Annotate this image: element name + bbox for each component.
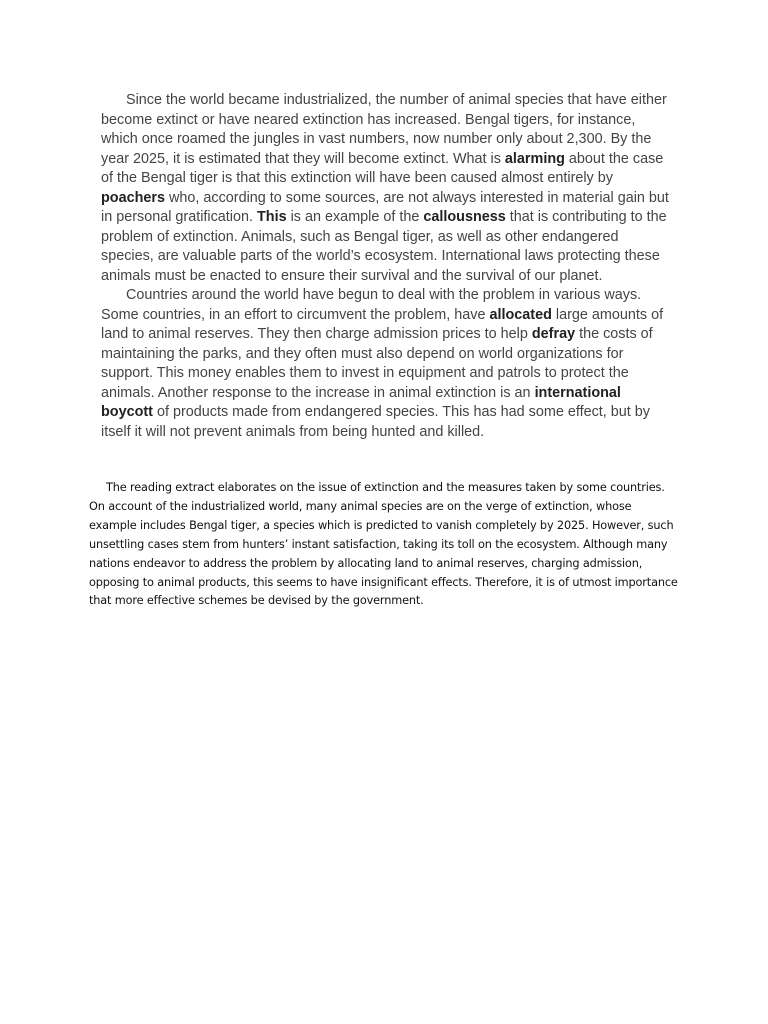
bold-term-alarming: alarming bbox=[504, 150, 565, 167]
extract-p2-text-4: of products made from endangered species. This has had some effect, but by itself it will not prevent animals from being hunted and killed. bbox=[101, 404, 651, 440]
bold-term-callousness: callousness bbox=[423, 209, 506, 225]
extract-p2-text-1: Countries around the world have begun to deal with the problem in various ways. Some countries, in an effort to circumvent the problem, have bbox=[101, 287, 642, 323]
extract-p2-text-2: large amounts of land to animal reserves. They then charge admission prices to help bbox=[101, 306, 664, 342]
extract-p1-text-3: who, according to some sources, are not always interested in material gain but in personal gratification. bbox=[101, 189, 669, 225]
extract-p1-text-4: is an example of the bbox=[286, 209, 424, 225]
extract-p1-text-5: that is contributing to the problem of extinction. Animals, such as Bengal tiger, as well as other endangered species, are valuable parts of the world’s ecosystem. International laws protecting these animals must be enacted to ensure their survival and the survival of our planet. bbox=[101, 209, 667, 284]
summary-section bbox=[89, 479, 679, 611]
bold-term-this: This bbox=[257, 209, 287, 225]
extract-p2-text-3: the costs of maintaining the parks, and they often must also depend on world organizations for support. This money enables them to invest in equipment and patrols to protect the animals. Another response to the increase in animal extinction is an bbox=[101, 326, 653, 401]
bold-term-allocated: allocated bbox=[489, 306, 552, 323]
extract-p1-text-1: Since the world became industrialized, the number of animal species that have either become extinct or have neared extinction has increased. Bengal tigers, for instance, which once roamed the jungles in vast numbers, now number only about 2,300. By the year 2025, it is estimated that they will become extinct. What is bbox=[101, 92, 667, 167]
bold-term-international-boycott: international boycott bbox=[101, 384, 621, 420]
extract-p1-text-2: about the case of the Bengal tiger is that this extinction will have been caused almost entirely by bbox=[101, 150, 664, 186]
extract-paragraph-2 bbox=[101, 286, 675, 442]
extract-paragraph-1 bbox=[101, 91, 675, 286]
bold-term-poachers: poachers bbox=[101, 189, 165, 206]
summary-paragraph: The reading extract elaborates on the issue of extinction and the measures taken by some countries. On account of the industrialized world, many animal species are on the verge of extinction, whose example includes Bengal tiger, a species which is predicted to vanish completely by 2025. However, such unsettling cases stem from hunters’ instant satisfaction, taking its toll on the ecosystem. Although many nations endeavor to address the problem by allocating land to animal reserves, charging admission, opposing to animal products, this seems to have insignificant effects. Therefore, it is of utmost importance that more effective schemes be devised by the government. bbox=[89, 481, 678, 608]
reading-extract bbox=[101, 91, 675, 442]
bold-term-defray: defray bbox=[531, 326, 576, 342]
